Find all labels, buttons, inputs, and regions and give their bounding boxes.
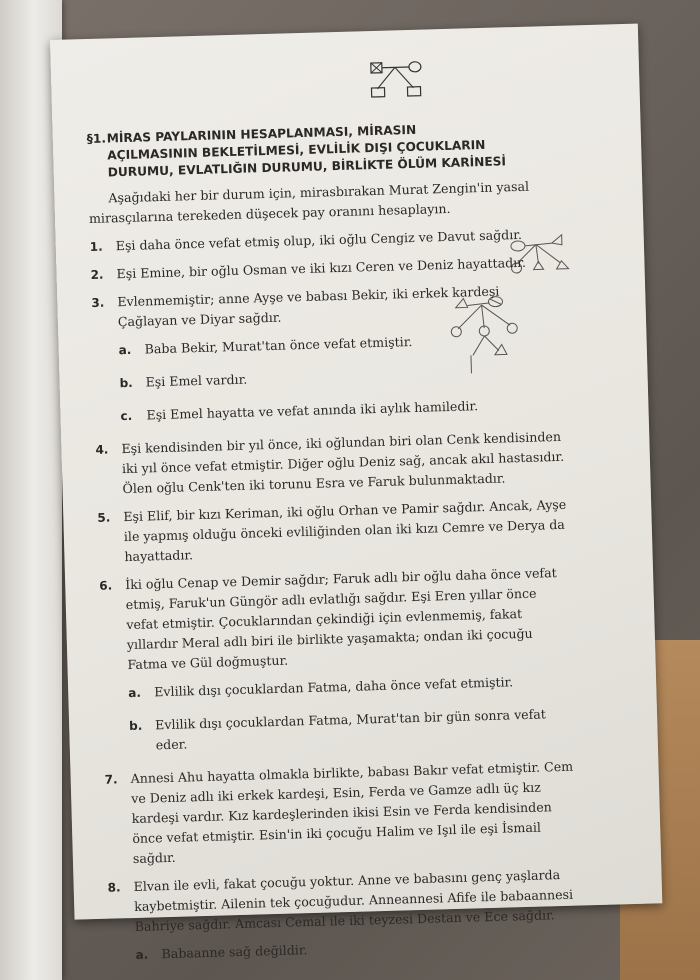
- sub-letter: a.: [135, 947, 149, 962]
- item-text: Elvan ile evli, fakat çocuğu yoktur. Anne ve babasını genç yaşlarda kaybetmiştir. Ailenin tek çocuğudur. Anneannesi Afife ile babaannesi Bahriye sağdır. Amcası Cemal ile iki teyzesi Destan ve Ece sağdır.: [133, 867, 574, 934]
- section-heading: [87, 119, 508, 182]
- item-text: Eşi Elif, bir kızı Keriman, iki oğlu Orhan ve Pamir sağdır. Ancak, Ayşe ile yapmış olduğu önceki evliliğinden olan iki kızı Cemre ve Derya da hayattadır.: [123, 496, 567, 565]
- item-text: Eşi kendisinden bir yıl önce, iki oğlundan biri olan Cenk kendisinden iki yıl önce vefat etmiştir. Diğer oğlu Deniz sağ, ancak akıl hastasıdır. Ölen oğlu Cenk'ten iki torunu Esra ve Faruk bulunmaktadır.: [121, 428, 565, 497]
- sub-letter: b.: [128, 718, 143, 734]
- exercise-item-8: [107, 865, 578, 938]
- item-number: 3.: [91, 295, 105, 310]
- sub-text: Eşi Emel vardır.: [145, 371, 248, 390]
- section-number: §1.: [86, 131, 107, 147]
- sub-item-3c: [94, 394, 564, 427]
- item-number: 2.: [90, 267, 104, 282]
- exercise-item-4: [95, 427, 566, 500]
- sub-text: Evlilik dışı çocuklardan Fatma, Murat'tan bir gün sonra vefat eder.: [154, 706, 547, 753]
- exercise-content: [88, 176, 580, 979]
- book-page: [50, 24, 662, 962]
- exercise-item-6: [99, 563, 572, 676]
- section-title: MİRAS PAYLARININ HESAPLANMASI, MİRASIN AÇILMASININ BEKLETİLMESİ, EVLİLİK DIŞI ÇOCUKLARIN DURUMU, EVLATLIĞIN DURUMU, BİRLİKTE ÖLÜM KARİNESİ: [106, 122, 507, 180]
- sub-letter: a.: [128, 685, 142, 701]
- sub-letter: b.: [119, 375, 133, 391]
- family-tree-sketch-top: [369, 59, 432, 101]
- item-text: Annesi Ahu hayatta olmakla birlikte, babası Bakır vefat etmiştir. Cem ve Deniz adlı iki erkek kardeşi, Esin, Ferda ve Gamze adlı üç kız kardeşi vardır. Kız kardeşlerinden ikisi Esin ve Ferda kendisinden önce vefat etmiştir. Esin'in iki çocuğu Halim ve Işıl ile eşi İsmail sağdır.: [130, 758, 574, 867]
- item-text: Evlenmemiştir; anne Ayşe ve babası Bekir, iki erkek kardeşi Çağlayan ve Diyar sağdır.: [117, 283, 500, 330]
- item-text: İki oğlu Cenap ve Demir sağdır; Faruk adlı bir oğlu daha önce vefat etmiş, Faruk'un Güngör adlı evlatlığı sağdır. Eşi Eren yıllar önce vefat etmiştir. Çocuklarından çekindiği için evlenmemiş, fakat yıllardır Meral adlı biri ile birlikte yaşamakta; ondan iki çocuğu Fatma ve Gül doğmuştur.: [125, 565, 557, 673]
- sub-item-3a: [92, 328, 562, 361]
- sub-text: Eşi Emel hayatta ve vefat anında iki aylık hamiledir.: [146, 398, 479, 423]
- item-number: 4.: [95, 442, 109, 457]
- item-number: 6.: [99, 578, 113, 593]
- sub-item-3b: [93, 361, 563, 394]
- sub-item-6a: [102, 671, 572, 704]
- item-number: 7.: [104, 772, 118, 787]
- exercise-item-3: [91, 280, 562, 333]
- exercise-item-1: [90, 224, 560, 257]
- exercise-item-5: [97, 495, 568, 568]
- item-text: Eşi daha önce vefat etmiş olup, iki oğlu Cengiz ve Davut sağdır.: [115, 226, 523, 254]
- sub-letter: c.: [120, 408, 133, 424]
- item-number: 5.: [97, 510, 111, 525]
- sub-text: Baba Bekir, Murat'tan önce vefat etmiştir.: [144, 334, 413, 357]
- intro-paragraph: Aşağıdaki her bir durum için, mirasbırakan Murat Zengin'in yasal mirasçılarına terekeden düşecek pay oranını hesaplayın.: [88, 178, 530, 226]
- sub-item-6b: [103, 704, 574, 757]
- sub-text: Babaanne sağ değildir.: [161, 942, 308, 962]
- sub-letter: a.: [118, 342, 132, 358]
- sub-text: Evlilik dışı çocuklardan Fatma, daha önce vefat etmiştir.: [154, 674, 514, 700]
- sub-item-8a: [109, 933, 579, 966]
- exercise-item-2: [90, 252, 560, 285]
- exercise-item-7: [104, 757, 577, 870]
- item-number: 1.: [89, 239, 103, 254]
- item-number: 8.: [107, 880, 121, 895]
- item-text: Eşi Emine, bir oğlu Osman ve iki kızı Ceren ve Deniz hayattadır.: [116, 254, 527, 282]
